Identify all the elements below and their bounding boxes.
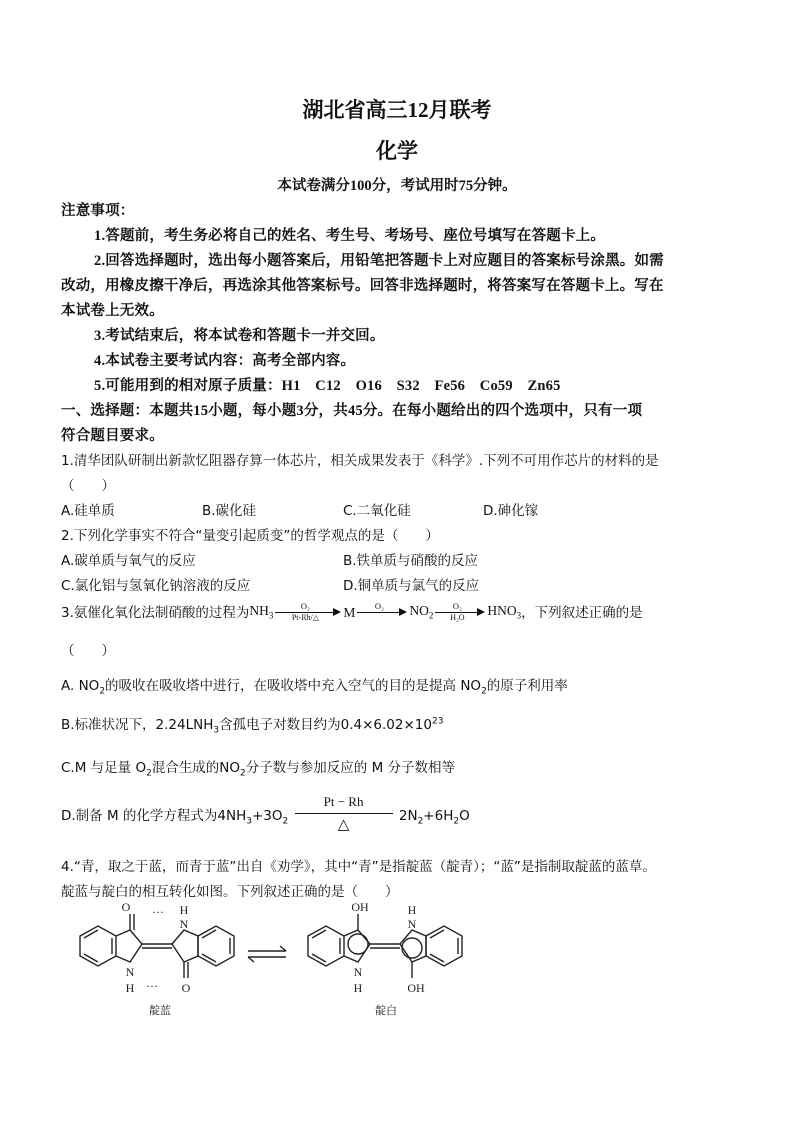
q1-option-c: C.二氧化硅 <box>343 503 411 519</box>
hbond-top-left: ··· <box>152 905 164 919</box>
q1-option-b: B.碳化硅 <box>202 503 257 519</box>
atom-o-top-left: O <box>121 900 131 914</box>
atom-n-bottom-left: N <box>125 965 135 979</box>
q2-option-d: D.铜单质与氯气的反应 <box>343 578 480 594</box>
notice-item-5: 5.可能用到的相对原子质量：H1 C12 O16 S32 Fe56 Co59 Zn65 <box>94 378 561 394</box>
atom-h-top-right: H <box>407 903 417 917</box>
indigo-label: 靛蓝 <box>149 1004 171 1017</box>
q3-option-a: A. $NO_2$的吸收在吸收塔中进行，在吸收塔中充入空气的目的是提高 $NO_2$的原子利用率 <box>61 678 568 697</box>
equilibrium-arrows <box>248 946 286 962</box>
exam-info: 本试卷满分100分，考试用时75分钟。 <box>277 178 517 194</box>
exam-title: 湖北省高三12月联考 <box>302 98 492 122</box>
q3-stem <box>61 601 643 621</box>
q3-stem-suffix: ，下列叙述正确的是 <box>521 605 643 621</box>
atom-h-bottom-right: H <box>353 981 363 995</box>
q2-option-b: B.铁单质与硝酸的反应 <box>343 553 479 569</box>
atom-h-bottom-left: H <box>125 981 135 995</box>
section-heading-line-1: 一、选择题：本题共15小题，每小题3分，共45分。在每小题给出的四个选项中，只有一项 <box>61 403 643 419</box>
q1-option-d: D.砷化镓 <box>483 503 539 519</box>
subject-title: 化学 <box>376 139 418 163</box>
notice-item-1: 1.答题前，考生务必将自己的姓名、考生号、考场号、座位号填写在答题卡上。 <box>94 228 606 244</box>
q3-stem-prefix: 3.氨催化氧化法制硝酸的过程为 <box>61 605 250 621</box>
q3-m: M <box>343 605 356 620</box>
atom-oh-bottom-right: OH <box>407 981 425 995</box>
section-heading-line-2: 符合题目要求。 <box>61 428 164 444</box>
q2-option-c: C.氯化铝与氢氧化钠溶液的反应 <box>61 578 251 594</box>
q3-arrow-2: O₂ <box>357 603 407 621</box>
leucoindigo-structure <box>308 914 462 978</box>
atom-n-top-left: N <box>179 917 189 931</box>
atom-oh-top-right: OH <box>351 900 369 914</box>
indigo-leuco-equilibrium-figure <box>60 896 520 1026</box>
q2-stem: 2.下列化学事实不符合“量变引起质变”的哲学观点的是（ ） <box>61 528 439 544</box>
notice-item-2-line-1: 2.回答选择题时，选出每小题答案后，用铅笔把答题卡上对应题目的答案标号涂黑。如需 <box>94 253 664 269</box>
notice-item-2-line-3: 本试卷上无效。 <box>61 303 164 319</box>
atom-n-bottom-right: N <box>353 965 363 979</box>
notice-item-2-line-2: 改动，用橡皮擦干净后，再选涂其他答案标号。回答非选择题时，将答案写在答题卡上。写在 <box>61 278 664 294</box>
q2-option-a: A.碳单质与氧气的反应 <box>61 553 196 569</box>
atom-o-bottom-left: O <box>181 981 191 995</box>
notice-heading: 注意事项： <box>61 203 135 219</box>
q3-nh3: $NH_3$ <box>249 603 274 621</box>
q3-blank: （ ） <box>61 643 115 659</box>
q3-option-b: B.标准状况下，$2.24LNH_3$含孤电子对数目约为$0.4\times 6.02\times 10^{23}$ <box>61 716 444 736</box>
q3-no2: $NO_2$ <box>409 603 434 621</box>
q3-hno3: $HNO_3$ <box>487 603 522 621</box>
q1-option-a: A.硅单质 <box>61 503 115 519</box>
q1-blank: （ ） <box>61 478 115 494</box>
q3-arrow-1: O₂ Pt-Rh/△ <box>275 603 341 621</box>
q1-stem: 1.清华团队研制出新款忆阻器存算一体芯片，相关成果发表于《科学》.下列不可用作芯片的材料的是 <box>61 453 659 469</box>
atom-n-top-right: N <box>407 917 417 931</box>
q3-option-c: C.M 与足量 $O_2$混合生成的$NO_2$分子数与参加反应的 M 分子数相等 <box>61 760 456 779</box>
leucoindigo-label: 靛白 <box>375 1004 397 1017</box>
q3-arrow-3: O₂ H₂O <box>435 603 485 621</box>
q3-option-d: D.制备 M 的化学方程式为$4NH_3+3O_2$ $\frac{Pt - Rh}{\triangle}$ $2N_2+6H_2O$ <box>61 794 470 833</box>
hbond-bottom-left: ··· <box>146 979 158 993</box>
notice-item-3: 3.考试结束后，将本试卷和答题卡一并交回。 <box>94 328 385 344</box>
q4-stem-line-2: 靛蓝与靛白的相互转化如图。下列叙述正确的是（ ） <box>61 884 399 900</box>
q3-condition-fraction: $\frac{Pt - Rh}{\triangle}$ <box>295 794 393 834</box>
atom-h-top-left: H <box>179 903 189 917</box>
notice-item-4: 4.本试卷主要考试内容：高考全部内容。 <box>94 353 356 369</box>
indigo-structure <box>80 914 234 978</box>
q4-stem-line-1: 4.“青，取之于蓝，而青于蓝”出自《劝学》，其中“青”是指靛蓝（靛青）；“蓝”是指制取靛蓝的蓝草。 <box>61 859 656 875</box>
